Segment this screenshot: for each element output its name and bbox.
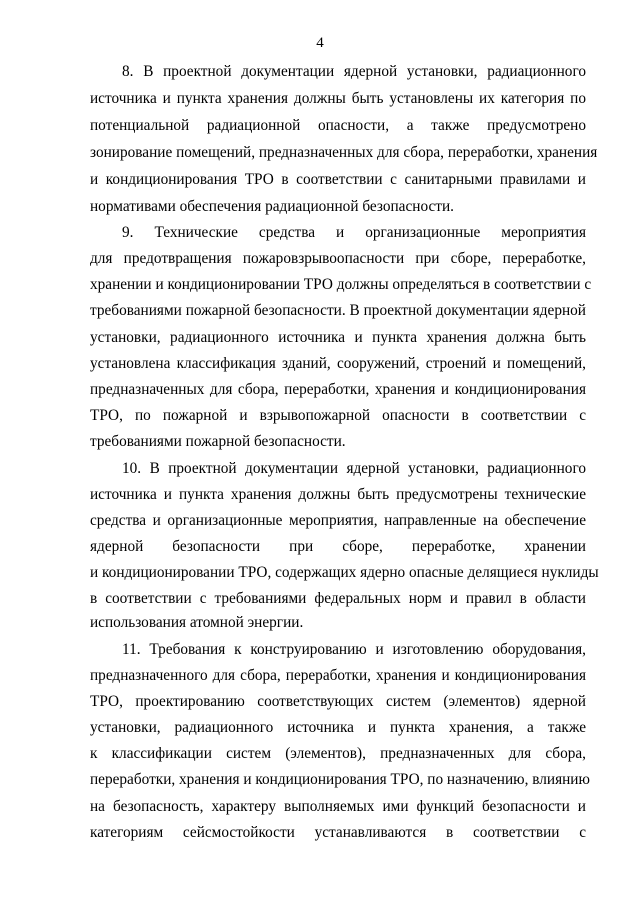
paragraph-11-line: на безопасность, характеру выполняемых ими функций безопасности и [90,798,586,815]
paragraph-8-line: зонирование помещений, предназначенных для сбора, переработки, хранения [90,144,598,161]
paragraph-9-line: установлена классификация зданий, сооружений, строений и помещений, [90,355,586,372]
paragraph-11-line: переработки, хранения и кондиционирования ТРО, по назначению, влиянию [90,771,590,788]
paragraph-9-line: для предотвращения пожаровзрывоопасности при сборе, переработке, [90,250,586,267]
paragraph-11-line: установки, радиационного источника и пункта хранения, а также [90,719,586,736]
paragraph-11-line: ТРО, проектированию соответствующих систем (элементов) ядерной [90,693,586,710]
paragraph-10-line: источника и пункта хранения должны быть предусмотрены технические [90,486,586,503]
paragraph-9-line: 9. Технические средства и организационные мероприятия [122,224,586,241]
paragraph-9-line: хранении и кондиционировании ТРО должны определяться в соответствии с [90,276,592,293]
paragraph-9-line: предназначенных для сбора, переработки, хранения и кондиционирования [90,381,586,398]
paragraph-8-line: и кондиционирования ТРО в соответствии с санитарными правилами и [90,171,586,188]
paragraph-10-line: и кондиционировании ТРО, содержащих ядерно опасные делящиеся нуклиды [90,564,599,581]
paragraph-9-line: требованиями пожарной безопасности. В проектной документации ядерной [90,302,586,319]
paragraph-8-line: 8. В проектной документации ядерной установки, радиационного [122,63,586,80]
paragraph-10-line: ядерной безопасности при сборе, переработке, хранении [90,538,586,555]
paragraph-8-line: потенциальной радиационной опасности, а также предусмотрено [90,117,586,134]
paragraph-10-line: в соответствии с требованиями федеральных норм и правил в области [90,590,586,607]
paragraph-8-line: нормативами обеспечения радиационной безопасности. [90,198,454,215]
paragraph-11-line: к классификации систем (элементов), предназначенных для сбора, [90,745,586,762]
paragraph-9-line: требованиями пожарной безопасности. [90,433,346,450]
paragraph-9-line: ТРО, по пожарной и взрывопожарной опасности в соответствии с [90,407,586,424]
paragraph-11-line: предназначенного для сбора, переработки, хранения и кондиционирования [90,667,586,684]
paragraph-11-line: 11. Требования к конструированию и изготовлению оборудования, [122,641,586,658]
paragraph-9-line: установки, радиационного источника и пункта хранения должна быть [90,329,586,346]
paragraph-10-line: использования атомной энергии. [90,614,304,631]
paragraph-10-line: 10. В проектной документации ядерной установки, радиационного [122,460,586,477]
paragraph-10-line: средства и организационные мероприятия, направленные на обеспечение [90,512,586,529]
page-number: 4 [316,35,324,51]
paragraph-8-line: источника и пункта хранения должны быть установлены их категория по [90,90,586,107]
paragraph-11-line: категориям сейсмостойкости устанавливаются в соответствии с [90,824,586,841]
